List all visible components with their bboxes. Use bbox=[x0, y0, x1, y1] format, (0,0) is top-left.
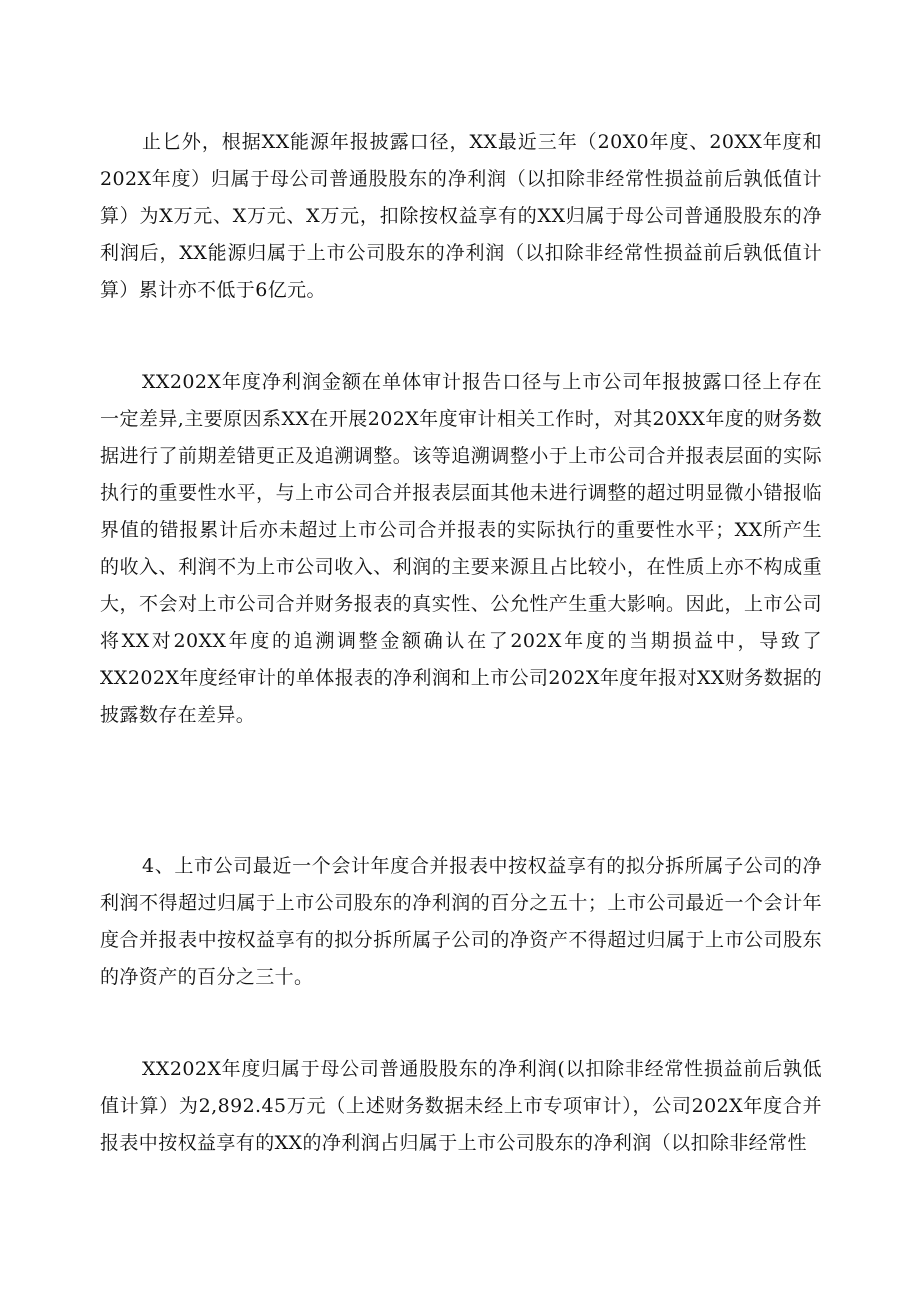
paragraph-net-profit-ratio: XX202X年度归属于母公司普通股股东的净利润(以扣除非经常性损益前后孰低值计算）为2,892.45万元（上述财务数据未经上市专项审计），公司202X年度合并报表中按权益享有的XX的净利润占归属于上市公司股东的净利润（以扣除非经常性 bbox=[100, 1058, 822, 1154]
paragraph-profit-threshold: 止匕外，根据XX能源年报披露口径，XX最近三年（20X0年度、20XX年度和202X年度）归属于母公司普通股股东的净利润（以扣除非经常性损益前后孰低值计算）为X万元、X万元、X万元，扣除按权益享有的XX归属于母公司普通股股东的净利润后，XX能源归属于上市公司股东的净利润（以扣除非经常性损益前后孰低值计算）累计亦不低于6亿元。 bbox=[100, 131, 822, 301]
paragraph-condition-4: 4、上市公司最近一个会计年度合并报表中按权益享有的拟分拆所属子公司的净利润不得超过归属于上市公司股东的净利润的百分之五十；上市公司最近一个会计年度合并报表中按权益享有的拟分拆所属子公司的净资产不得超过归属于上市公司股东的净资产的百分之三十。 bbox=[100, 855, 822, 988]
paragraph-profit-difference: XX202X年度净利润金额在单体审计报告口径与上市公司年报披露口径上存在一定差异,主要原因系XX在开展202X年度审计相关工作时，对其20XX年度的财务数据进行了前期差错更正及追溯调整。该等追溯调整小于上市公司合并报表层面的实际执行的重要性水平，与上市公司合并报表层面其他未进行调整的超过明显微小错报临界值的错报累计后亦未超过上市公司合并报表的实际执行的重要性水平；XX所产生的收入、利润不为上市公司收入、利润的主要来源且占比较小，在性质上亦不构成重大，不会对上市公司合并财务报表的真实性、公允性产生重大影响。因此，上市公司将XX对20XX年度的追溯调整金额确认在了202X年度的当期损益中，导致了XX202X年度经审计的单体报表的净利润和上市公司202X年度年报对XX财务数据的披露数存在差异。 bbox=[100, 371, 822, 726]
